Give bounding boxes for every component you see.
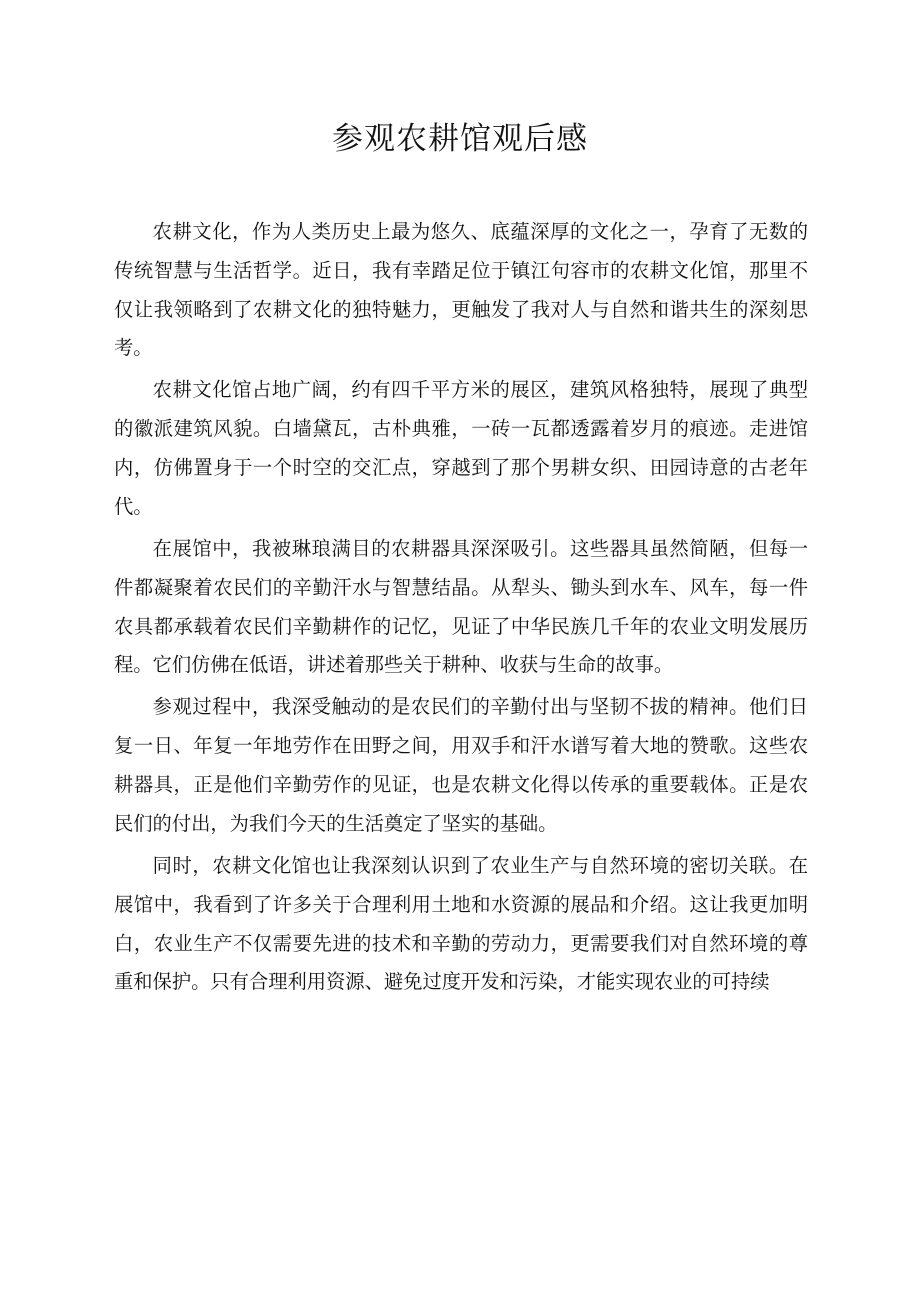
document-title: 参观农耕馆观后感 (332, 121, 588, 157)
paragraph-5: 同时，农耕文化馆也让我深刻认识到了农业生产与自然环境的密切关联。在展馆中，我看到了许多关于合理利用土地和水资源的展品和介绍。这让我更加明白，农业生产不仅需要先进的技术和辛勤的劳动力，更需要我们对自然环境的尊重和保护。只有合理利用资源、避免过度开发和污染，才能实现农业的可持续 (114, 853, 808, 994)
paragraph-4: 参观过程中，我深受触动的是农民们的辛勤付出与坚韧不拔的精神。他们日复一日、年复一年地劳作在田野之间，用双手和汗水谱写着大地的赞歌。这些农耕器具，正是他们辛勤劳作的见证，也是农耕文化得以传承的重要载体。正是农民们的付出，为我们今天的生活奠定了坚实的基础。 (114, 695, 808, 835)
paragraph-2: 农耕文化馆占地广阔，约有四千平方米的展区，建筑风格独特，展现了典型的徽派建筑风貌。白墙黛瓦，古朴典雅，一砖一瓦都透露着岁月的痕迹。走进馆内，仿佛置身于一个时空的交汇点，穿越到了那个男耕女织、田园诗意的古老年代。 (114, 378, 808, 518)
paragraph-1: 农耕文化，作为人类历史上最为悠久、底蕴深厚的文化之一，孕育了无数的传统智慧与生活哲学。近日，我有幸踏足位于镇江句容市的农耕文化馆，那里不仅让我领略到了农耕文化的独特魅力，更触发了我对人与自然和谐共生的深刻思考。 (114, 220, 808, 360)
document-body (114, 213, 808, 1005)
paragraph-3: 在展馆中，我被琳琅满目的农耕器具深深吸引。这些器具虽然简陋，但每一件都凝聚着农民们的辛勤汗水与智慧结晶。从犁头、锄头到水车、风车，每一件农具都承载着农民们辛勤耕作的记忆，见证了中华民族几千年的农业文明发展历程。它们仿佛在低语，讲述着那些关于耕种、收获与生命的故事。 (114, 536, 808, 677)
